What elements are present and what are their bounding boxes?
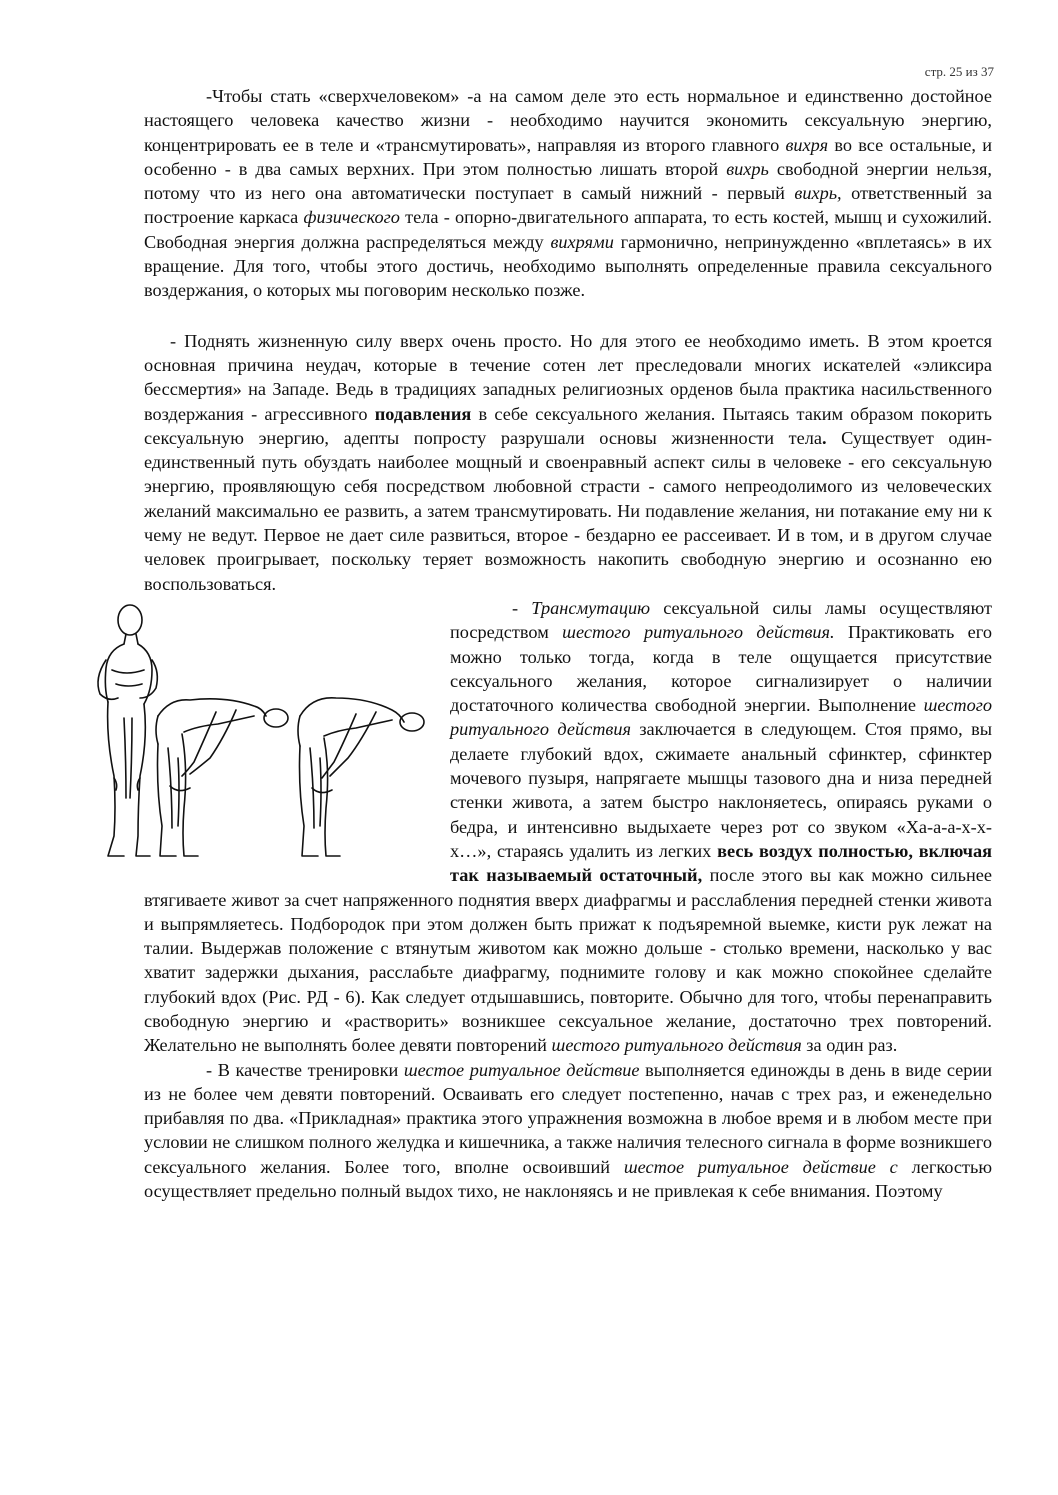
italic-term: вихрями bbox=[550, 231, 614, 252]
text-run: за один раз. bbox=[801, 1035, 898, 1056]
paragraph-1 bbox=[144, 84, 992, 303]
italic-term: вихря bbox=[785, 134, 829, 155]
text-run: Существует один-единственный путь обуздать наиболее мощный и своенравный аспект силы в человеке - его сексуальную энергию, проявляющую себя посредством любовной страсти - самого непреодолимого из человеческих желаний максимально ее развить, а затем трансмутировать. Ни подавление желания, ни потакание ему ни к чему не ведут. Первое не дает силе развиться, второе - бездарно ее рассеивает. И в том, и в другом случае человек проигрывает, поскольку теряет возможность накопить свободную энергию и осознанно ею воспользоваться. bbox=[144, 427, 992, 594]
exercise-figure bbox=[86, 598, 448, 878]
italic-term: Трансмутацию bbox=[531, 597, 650, 618]
italic-term: физического bbox=[303, 207, 400, 228]
italic-term: шестого ритуального действия. bbox=[562, 622, 835, 643]
text-run: гармонично, непринужденно «вплетаясь» в их вращение. Для того, чтобы этого достичь, необходимо выполнять определенные правила сексуального воздержания, о которых мы поговорим несколько позже. bbox=[144, 231, 992, 301]
paragraph-2 bbox=[144, 329, 992, 596]
text-run: - Поднять жизненную силу вверх очень просто. Но для этого ее необходимо иметь. В этом кроется основная причина неудач, которые в течение сотен лет преследовали многих искателей «эликсира бессмертия» на Западе. Ведь в традициях западных религиозных орденов была практика насильственного воздержания - агрессивного bbox=[144, 330, 992, 424]
bold-term: . bbox=[821, 427, 827, 448]
text-run: свободной энергии нельзя, потому что из него она автоматически поступает в самый нижний - первый bbox=[144, 158, 992, 204]
text-run: ответственный за построение каркаса bbox=[144, 183, 992, 228]
bent-figure-2-icon bbox=[298, 698, 424, 856]
bold-term: подавления bbox=[374, 403, 472, 424]
bent-figure-1-icon bbox=[156, 699, 288, 856]
text-run: выполняется единожды в день в виде серии из не более чем девяти повторений. Осваивать его следует постепенно, начав с трех раз, и еженедельно прибавляя по два. «Прикладная» практика этого упражнения возможна в любое время и в любом месте при условии не слишком полного желудка и кишечника, а также наличия телесного сигнала в форме возникшего сексуального желания. Более того, вполне освоивший bbox=[144, 1059, 993, 1177]
body-text bbox=[144, 84, 992, 1203]
italic-term: шестое ритуальное действие bbox=[403, 1059, 640, 1080]
text-run: тела - опорно-двигательного аппарата, то есть костей, мышц и сухожилий. Свободная энергия должна распределяться между bbox=[144, 207, 992, 252]
italic-term: вихрь, bbox=[794, 183, 842, 204]
italic-term: шестое ритуальное действие с bbox=[623, 1156, 898, 1177]
paragraph-gap bbox=[144, 303, 992, 329]
text-run: Практиковать его можно только тогда, когда в теле ощущается присутствие сексуального желания, которое сигнализирует о наличии достаточного количества свободной энергии. Выполнение bbox=[450, 622, 992, 716]
paragraph-4 bbox=[144, 1058, 992, 1204]
text-run: в себе сексуального желания. Пытаясь таким образом покорить сексуальную энергию, адепты попросту разрушали основы жизненности тела bbox=[144, 403, 992, 448]
italic-term: шестого ритуального действия bbox=[551, 1035, 802, 1056]
text-run: -Чтобы стать «сверхчеловеком» -а на самом деле это есть нормальное и единственно достойное настоящего человека качество жизни - необходимо научится экономить сексуальную энергию, концентрировать ее в теле и «трансмутировать», направляя из второго главного bbox=[144, 86, 992, 155]
text-run: после этого вы как можно сильнее втягиваете живот за счет напряженного поднятия вверх диафрагмы и расслабления передней стенки живота и выпрямляетесь. Подбородок при этом должен быть прижат к подъяремной выемке, кисти рук лежат на талии. Выдержав положение с втянутым животом как можно дольше - столько времени, насколько у вас хватит задержки дыхания, расслабьте диафрагму, поднимите голову и как можно спокойнее сделайте глубокий вдох (Рис. РД - 6). Как следует отдышавшись, повторите. Обычно для того, чтобы перенаправить свободную энергию и «растворить» возникшее сексуальное желание, достаточно трех повторений. Желательно не выполнять более девяти повторений bbox=[144, 865, 993, 1056]
text-run: - В качестве тренировки bbox=[206, 1059, 404, 1080]
bold-term: весь воздух полностью, включая так называемый остаточный, bbox=[450, 840, 992, 886]
text-run: сексуальной силы ламы осуществляют посредством bbox=[450, 597, 992, 643]
standing-figure-icon bbox=[98, 605, 157, 856]
text-run: - bbox=[512, 597, 532, 618]
italic-term: вихрь bbox=[726, 158, 769, 179]
italic-term: шестого ритуального действия bbox=[450, 695, 992, 740]
exercise-sequence-illustration-icon bbox=[86, 598, 448, 878]
text-run: заключается в следующем. Стоя прямо, вы делаете глубокий вдох, сжимаете анальный сфинктер, сфинктер мочевого пузыря, напрягаете мышцы тазового дна и низа передней стенки живота, а затем быстро наклоняетесь, опираясь руками о бедра, и интенсивно выдыхаете через рот со звуком «Ха-а-а-х-х-х…», стараясь удалить из легких bbox=[450, 719, 992, 861]
text-run: во все остальные, и особенно - в два самых верхних. При этом полностью лишать второй bbox=[144, 134, 992, 179]
text-run: легкостью осуществляет предельно полный выдох тихо, не наклоняясь и не привлекая к себе внимания. Поэтому bbox=[144, 1156, 992, 1202]
page-number: стр. 25 из 37 bbox=[924, 64, 994, 79]
